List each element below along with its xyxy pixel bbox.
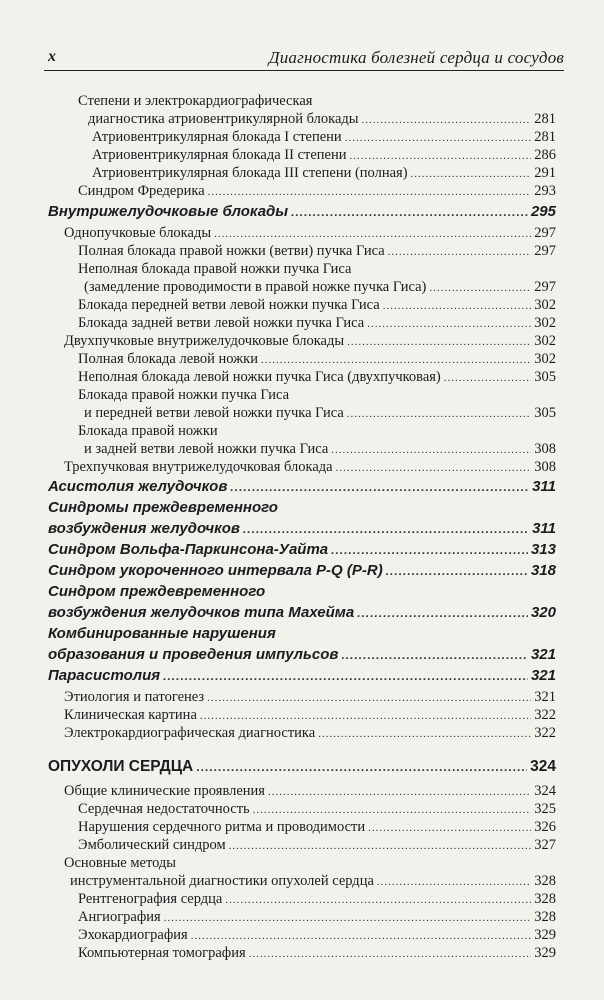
toc-page-number: 328 <box>534 909 556 925</box>
toc-page-number: 297 <box>534 225 556 241</box>
toc-entry <box>78 890 556 909</box>
toc-page-number: 305 <box>534 405 556 421</box>
toc-page-number: 293 <box>534 183 556 199</box>
toc-entry-text: Сердечная недостаточность <box>78 801 250 817</box>
toc-section-text: Асистолия желудочков <box>48 478 228 495</box>
running-title: Диагностика болезней сердца и сосудов <box>268 48 564 67</box>
toc-page-number: 313 <box>530 541 556 558</box>
toc-page-number: 320 <box>530 604 556 621</box>
toc-page-number: 327 <box>534 837 556 853</box>
toc-page-number: 297 <box>534 279 556 295</box>
toc-entry <box>84 440 556 459</box>
toc-page-number: 302 <box>534 315 556 331</box>
toc-page-number: 322 <box>534 725 556 741</box>
toc-entry <box>88 110 556 129</box>
toc-entry-text: Ангиография <box>78 909 161 925</box>
toc-entry <box>78 944 556 963</box>
toc-section-text: образования и проведения импульсов <box>48 646 339 663</box>
toc-entry <box>64 332 556 351</box>
toc-entry <box>78 800 556 819</box>
toc-page-number: 311 <box>532 478 556 495</box>
toc-section-entry <box>48 203 556 221</box>
toc-entry <box>78 242 556 261</box>
toc-entry-text: Этиология и патогенез <box>64 689 205 705</box>
toc-entry-text: Трехпучковая внутрижелудочковая блокада <box>64 459 333 475</box>
toc-entry-text: Блокада передней ветви левой ножки пучка Гиса <box>78 297 380 313</box>
toc-section-text: Синдром преждевременного <box>48 583 266 600</box>
toc-entry-text: Полная блокада правой ножки (ветви) пучка Гиса <box>78 243 385 259</box>
toc-entry-text: Эхокардиография <box>78 927 188 943</box>
toc-entry-text: Полная блокада левой ножки <box>78 351 258 367</box>
toc-entry-text: Неполная блокада правой ножки пучка Гиса <box>78 261 352 277</box>
toc-entry <box>64 706 556 725</box>
toc-entry-text: Степени и электрокардиографическая <box>78 93 313 109</box>
toc-section-text: Синдромы преждевременного <box>48 499 278 516</box>
toc-page-number: 295 <box>530 203 556 220</box>
toc-entry <box>84 404 556 423</box>
toc-page-number: 329 <box>534 945 556 961</box>
toc-entry-text: Блокада правой ножки пучка Гиса <box>78 387 290 403</box>
toc-page-number: 302 <box>534 297 556 313</box>
toc-entry-text: Двухпучковые внутрижелудочковые блокады <box>64 333 345 349</box>
toc-section-entry <box>48 667 556 685</box>
toc-page-number: 308 <box>534 459 556 475</box>
toc-entry <box>78 908 556 927</box>
toc-page-number: 322 <box>534 707 556 723</box>
toc-entry-text: Эмболический синдром <box>78 837 226 853</box>
toc-entry-text: Атриовентрикулярная блокада II степени <box>92 147 347 163</box>
toc-page-number: 305 <box>534 369 556 385</box>
toc-entry <box>84 278 556 297</box>
toc-entry <box>78 182 556 201</box>
toc-entry <box>64 458 556 477</box>
toc-section-text: Синдром укороченного интервала P-Q (P-R) <box>48 562 383 579</box>
toc-entry <box>78 350 556 369</box>
toc-entry-text: (замедление проводимости в правой ножке пучка Гиса) <box>84 279 427 295</box>
toc-entry <box>64 688 556 707</box>
toc-section-entry <box>48 604 556 622</box>
toc-section-entry <box>48 478 556 496</box>
toc-entry-text: Нарушения сердечного ритма и проводимости <box>78 819 366 835</box>
toc-entry-text: и задней ветви левой ножки пучка Гиса <box>84 441 329 457</box>
toc-entry-text: диагностика атриовентрикулярной блокады <box>88 111 359 127</box>
toc-page-number: 324 <box>534 783 556 799</box>
toc-section-text: возбуждения желудочков типа Махейма <box>48 604 355 621</box>
toc-entry-text: Основные методы <box>64 855 177 871</box>
toc-page-number: 281 <box>534 111 556 127</box>
page-number: x <box>48 48 56 65</box>
toc-entry <box>92 128 556 147</box>
toc-section-text: возбуждения желудочков <box>48 520 240 537</box>
toc-page-number: 311 <box>532 520 556 537</box>
toc-entry <box>70 872 556 891</box>
toc-entry-text: Однопучковые блокады <box>64 225 212 241</box>
toc-page-number: 321 <box>530 646 556 663</box>
toc-page-number: 302 <box>534 351 556 367</box>
running-header <box>44 42 564 71</box>
toc-entry-text: Электрокардиографическая диагностика <box>64 725 316 741</box>
toc-page-number: 318 <box>530 562 556 579</box>
toc-page-number: 321 <box>530 667 556 684</box>
toc-page-number: 291 <box>534 165 556 181</box>
toc-page-number: 328 <box>534 873 556 889</box>
toc-entry-text: Атриовентрикулярная блокада I степени <box>92 129 342 145</box>
toc-entry-text: Блокада задней ветви левой ножки пучка Гиса <box>78 315 365 331</box>
toc-page-number: 328 <box>534 891 556 907</box>
toc-page-number: 326 <box>534 819 556 835</box>
toc-page-number: 321 <box>534 689 556 705</box>
toc-entry <box>64 224 556 243</box>
toc-entry <box>78 314 556 333</box>
toc-section-text: Синдром Вольфа-Паркинсона-Уайта <box>48 541 329 558</box>
toc-entry-text: Клиническая картина <box>64 707 197 723</box>
toc-page-number: 329 <box>534 927 556 943</box>
toc-entry <box>78 836 556 855</box>
toc-entry-text: инструментальной диагностики опухолей сердца <box>70 873 374 889</box>
toc-entry-text: Синдром Фредерика <box>78 183 205 199</box>
toc-section-text: Парасистолия <box>48 667 161 684</box>
toc-entry <box>78 818 556 837</box>
toc-page-number: 297 <box>534 243 556 259</box>
toc-page-number: 281 <box>534 129 556 145</box>
toc-chapter-text: ОПУХОЛИ СЕРДЦА <box>48 758 194 775</box>
toc-section-entry <box>48 562 556 580</box>
toc-entry <box>64 782 556 801</box>
toc-entry-text: Атриовентрикулярная блокада III степени (полная) <box>92 165 408 181</box>
toc-section-entry <box>48 541 556 559</box>
toc-chapter-entry <box>48 758 556 776</box>
toc-page-number: 286 <box>534 147 556 163</box>
toc-entry-text: и передней ветви левой ножки пучка Гиса <box>84 405 344 421</box>
toc-entry <box>78 296 556 315</box>
toc-entry-text: Рентгенография сердца <box>78 891 223 907</box>
toc-entry-text: Блокада правой ножки <box>78 423 218 439</box>
toc-entry <box>92 146 556 165</box>
toc-entry <box>78 926 556 945</box>
toc-entry <box>78 368 556 387</box>
toc-entry-text: Общие клинические проявления <box>64 783 265 799</box>
toc-page-number: 324 <box>530 758 556 775</box>
toc-section-text: Внутрижелудочковые блокады <box>48 203 289 220</box>
toc-page-number: 302 <box>534 333 556 349</box>
toc-section-entry <box>48 646 556 664</box>
toc-section-entry <box>48 520 556 538</box>
toc-entry-text: Неполная блокада левой ножки пучка Гиса (двухпучковая) <box>78 369 441 385</box>
toc-page-number: 308 <box>534 441 556 457</box>
toc-section-text: Комбинированные нарушения <box>48 625 276 642</box>
toc-entry-text: Компьютерная томография <box>78 945 246 961</box>
toc-page-number: 325 <box>534 801 556 817</box>
toc-entry <box>64 724 556 743</box>
toc-entry <box>92 164 556 183</box>
